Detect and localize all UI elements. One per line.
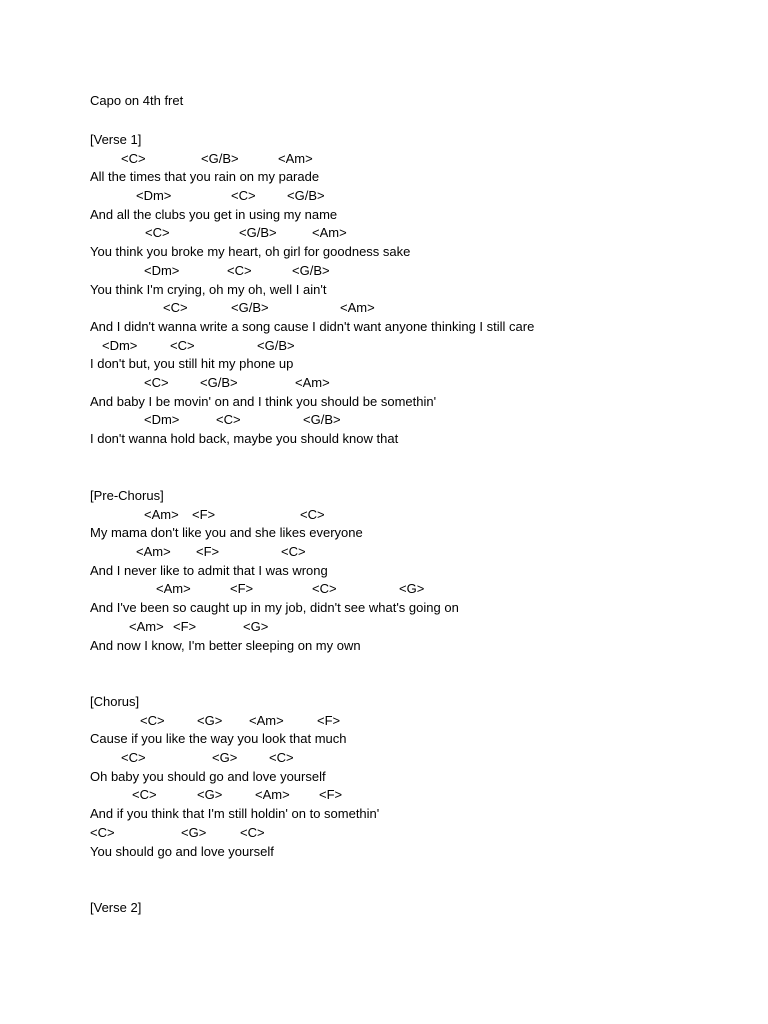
chord: <C> <box>312 581 337 597</box>
lyric-line: Cause if you like the way you look that much <box>90 731 347 747</box>
chord: <G> <box>212 750 238 766</box>
chord: <Am> <box>340 300 375 316</box>
chord: <C> <box>269 750 294 766</box>
lyric-line: And if you think that I'm still holdin' on to somethin' <box>90 806 380 822</box>
lyric-line: And now I know, I'm better sleeping on my own <box>90 637 361 653</box>
chord: <G> <box>197 787 223 803</box>
lyric-line: Oh baby you should go and love yourself <box>90 768 326 784</box>
chord: <G> <box>197 712 223 728</box>
chord: <F> <box>196 544 220 560</box>
lyric-line: All the times that you rain on my parade <box>90 169 320 185</box>
chord: <C> <box>132 787 157 803</box>
chord-line <box>90 262 750 281</box>
chord: <F> <box>230 581 254 597</box>
capo-note: Capo on 4th fret <box>90 93 184 108</box>
chord: <G/B> <box>287 188 325 204</box>
chord-line <box>90 337 750 356</box>
lyric-line: And I've been so caught up in my job, didn't see what's going on <box>90 600 459 616</box>
chord: <C> <box>121 750 146 766</box>
lyric-line: You should go and love yourself <box>90 843 274 859</box>
lyric-line: And I didn't wanna write a song cause I didn't want anyone thinking I still care <box>90 318 535 334</box>
chord-line <box>90 411 750 430</box>
chord: <C> <box>163 300 188 316</box>
chord: <G> <box>399 581 425 597</box>
section-header: [Verse 2] <box>90 900 142 915</box>
chord: <F> <box>317 712 341 728</box>
song-section <box>90 131 750 449</box>
chord-line <box>90 712 750 731</box>
chord: <Am> <box>249 712 284 728</box>
chord: <G> <box>243 618 269 634</box>
chord-line <box>90 224 750 243</box>
chord-line <box>90 150 750 169</box>
lyric-line: And all the clubs you get in using my name <box>90 206 338 222</box>
chord-line <box>90 786 750 805</box>
chord: <C> <box>170 337 195 353</box>
chord: <F> <box>173 618 197 634</box>
chord: <G/B> <box>292 262 330 278</box>
chord: <C> <box>227 262 252 278</box>
chord: <F> <box>319 787 343 803</box>
chord: <C> <box>240 824 265 840</box>
chord: <Dm> <box>144 262 180 278</box>
chord: <C> <box>145 225 170 241</box>
lyric-line: I don't but, you still hit my phone up <box>90 356 294 372</box>
chord: <G/B> <box>201 150 239 166</box>
chord: <C> <box>231 188 256 204</box>
chord: <Am> <box>129 618 164 634</box>
chord: <Am> <box>295 374 330 390</box>
section-header: [Verse 1] <box>90 132 142 147</box>
chord: <Dm> <box>102 337 138 353</box>
chord: <Dm> <box>136 188 172 204</box>
lyric-line: You think you broke my heart, oh girl for goodness sake <box>90 244 411 260</box>
chord: <C> <box>300 506 325 522</box>
chord-line <box>90 580 750 599</box>
chord: <C> <box>281 544 306 560</box>
chord: <G/B> <box>200 374 238 390</box>
chord: <C> <box>144 374 169 390</box>
chord-line <box>90 374 750 393</box>
chord: <Am> <box>312 225 347 241</box>
chord-line <box>90 299 750 318</box>
lyric-line: My mama don't like you and she likes everyone <box>90 525 363 541</box>
song-section <box>90 899 750 918</box>
lyric-line: And I never like to admit that I was wrong <box>90 562 328 578</box>
section-header: [Chorus] <box>90 694 140 709</box>
chord: <Am> <box>278 150 313 166</box>
lyric-line: You think I'm crying, oh my oh, well I ain't <box>90 281 327 297</box>
chord-line <box>90 749 750 768</box>
chord: <Dm> <box>144 412 180 428</box>
chord: <C> <box>121 150 146 166</box>
chord: <G/B> <box>231 300 269 316</box>
song-section <box>90 487 750 655</box>
lyric-line: I don't wanna hold back, maybe you should know that <box>90 431 399 446</box>
chord-line <box>90 187 750 206</box>
chord: <G> <box>181 824 207 840</box>
chord: <G/B> <box>239 225 277 241</box>
chord: <G/B> <box>303 412 341 428</box>
lyric-line: And baby I be movin' on and I think you should be somethin' <box>90 393 437 409</box>
song-section <box>90 693 750 861</box>
chord-line <box>90 543 750 562</box>
chord: <Am> <box>136 544 171 560</box>
chord: <C> <box>90 824 115 840</box>
section-header: [Pre-Chorus] <box>90 488 164 503</box>
chord: <Am> <box>255 787 290 803</box>
song-sheet <box>90 92 750 915</box>
chord: <C> <box>140 712 165 728</box>
chord-line <box>90 824 750 843</box>
chord: <F> <box>192 506 216 522</box>
chord: <C> <box>216 412 241 428</box>
chord-line <box>90 506 750 525</box>
chord-line <box>90 618 750 637</box>
chord: <Am> <box>156 581 191 597</box>
chord: <G/B> <box>257 337 295 353</box>
chord: <Am> <box>144 506 179 522</box>
